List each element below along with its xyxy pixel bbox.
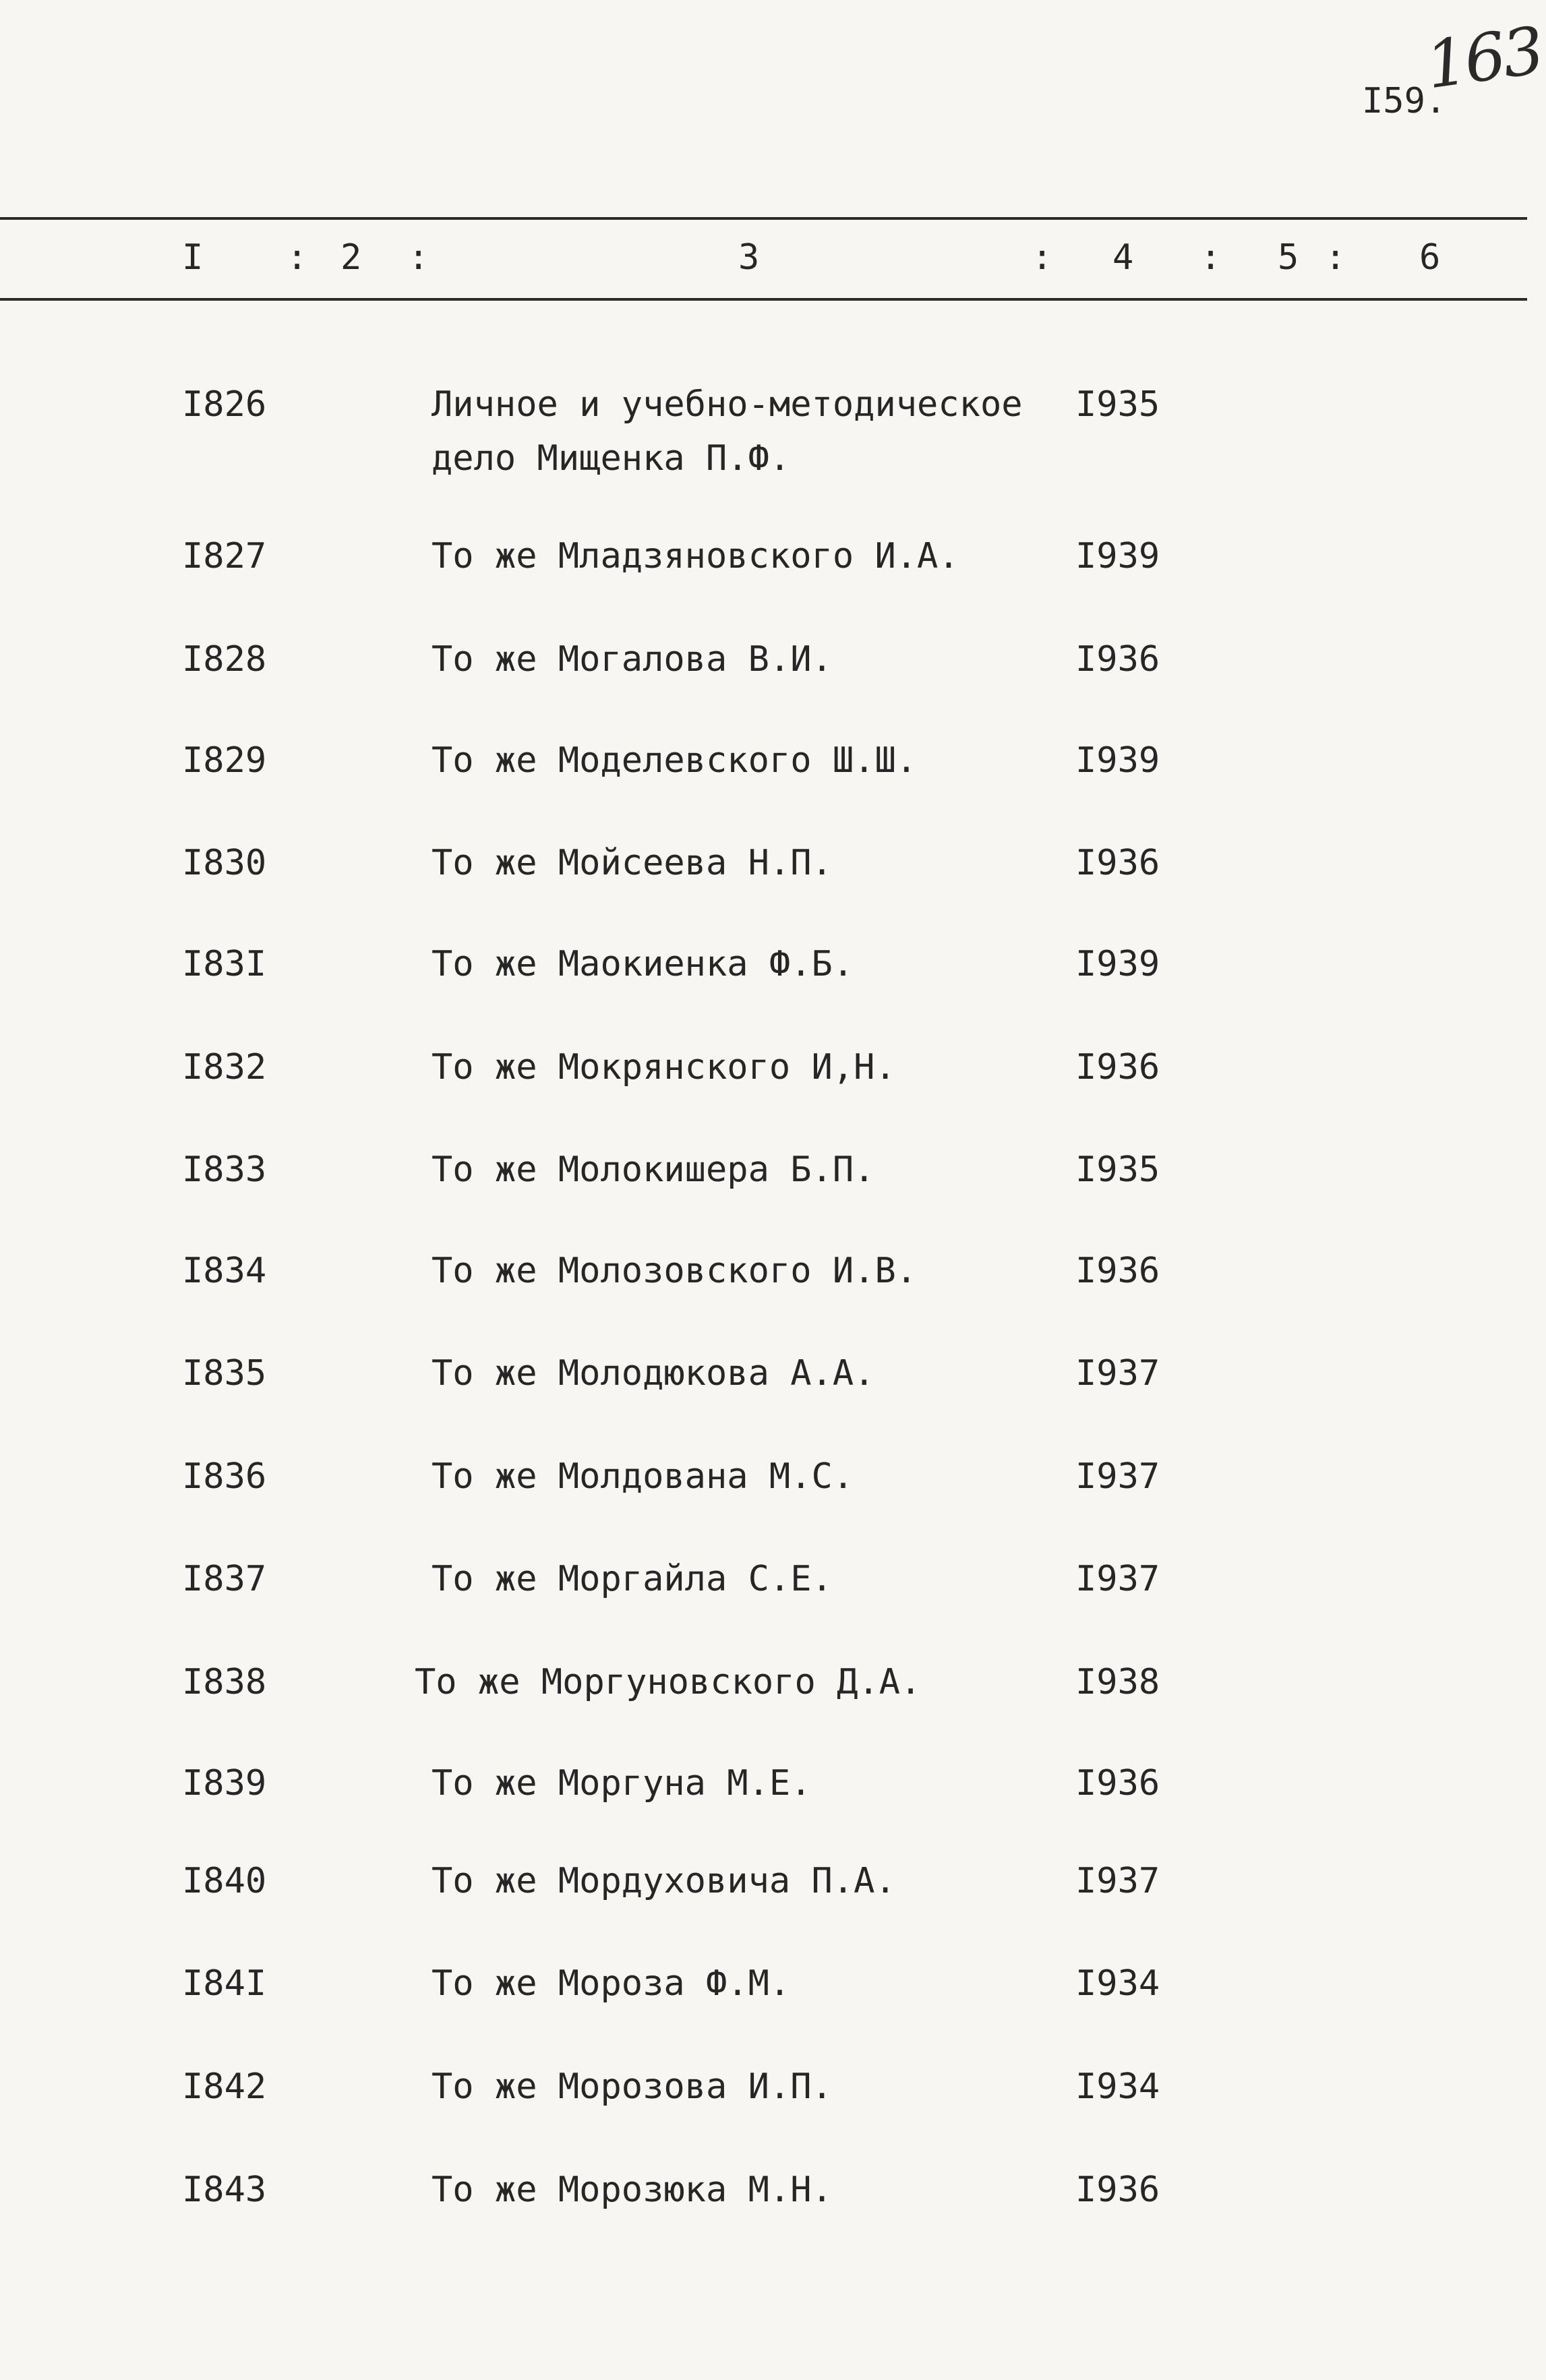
entry-title: То же Морозюка М.Н. (432, 2170, 833, 2210)
column-header-3: 3 (738, 237, 760, 278)
entry-number: I840 (182, 1861, 267, 1901)
entry-title: То же Мокрянского И,Н. (432, 1047, 896, 1088)
entry-number: I826 (182, 384, 267, 425)
entry-title: Личное и учебно-методическое дело Мищенка П.Ф. (432, 384, 1023, 479)
entry-year: I935 (1075, 1150, 1160, 1190)
entry-title: То же Молокишера Б.П. (432, 1150, 875, 1190)
entry-number: I836 (182, 1456, 267, 1497)
entry-number: I828 (182, 639, 267, 680)
entry-title: То же Морозова И.П. (432, 2066, 833, 2107)
entry-year: I937 (1075, 1861, 1160, 1901)
entry-number: I829 (182, 740, 267, 781)
handwritten-sheet-number: 163 (1421, 12, 1546, 104)
entry-year: I937 (1075, 1456, 1160, 1497)
entry-year: I937 (1075, 1559, 1160, 1599)
column-header-5: 5 (1278, 237, 1299, 278)
entry-number: I827 (182, 536, 267, 576)
entry-year: I936 (1075, 1763, 1160, 1804)
entry-year: I938 (1075, 1662, 1160, 1702)
entry-year: I939 (1075, 944, 1160, 984)
entry-number: I835 (182, 1353, 267, 1394)
entry-year: I934 (1075, 1963, 1160, 2004)
entry-number: I833 (182, 1150, 267, 1190)
entry-year: I936 (1075, 1047, 1160, 1088)
entry-title: То же Могалова В.И. (432, 639, 833, 680)
column-separator: : (408, 237, 429, 278)
column-header-2: 2 (340, 237, 362, 278)
entry-year: I934 (1075, 2066, 1160, 2107)
column-separator: : (1032, 237, 1053, 278)
entry-number: I834 (182, 1251, 267, 1291)
entry-title: То же Мордуховича П.А. (432, 1861, 896, 1901)
entry-year: I936 (1075, 1251, 1160, 1291)
entry-number: I843 (182, 2170, 267, 2210)
entry-title: То же Младзяновского И.А. (432, 536, 959, 576)
entry-title: То же Моргуна М.Е. (432, 1763, 812, 1804)
entry-number: I838 (182, 1662, 267, 1702)
column-header-6: 6 (1419, 237, 1441, 278)
entry-number: I837 (182, 1559, 267, 1599)
entry-year: I937 (1075, 1353, 1160, 1394)
entry-year: I939 (1075, 536, 1160, 576)
entry-title: То же Моргайла С.Е. (432, 1559, 833, 1599)
entry-title: То же Моделевского Ш.Ш. (432, 740, 918, 781)
column-header-4: 4 (1112, 237, 1134, 278)
entry-number: I839 (182, 1763, 267, 1804)
entry-number: I830 (182, 843, 267, 883)
entry-year: I935 (1075, 384, 1160, 425)
entry-title: То же Молодюкова А.А. (432, 1353, 875, 1394)
entry-title: То же Маокиенка Ф.Б. (432, 944, 854, 984)
entry-year: I936 (1075, 639, 1160, 680)
entry-title: То же Молозовского И.В. (432, 1251, 918, 1291)
entry-number: I832 (182, 1047, 267, 1088)
entry-number: I84I (182, 1963, 267, 2004)
entry-year: I936 (1075, 843, 1160, 883)
column-separator: : (1200, 237, 1222, 278)
column-separator: : (287, 237, 308, 278)
entry-title: То же Мойсеева Н.П. (432, 843, 833, 883)
entry-number: I842 (182, 2066, 267, 2107)
page-number: I59. (1362, 81, 1447, 121)
column-header-1: I (182, 237, 204, 278)
entry-year: I939 (1075, 740, 1160, 781)
entry-title: То же Мороза Ф.М. (432, 1963, 791, 2004)
column-separator: : (1325, 237, 1346, 278)
entry-number: I83I (182, 944, 267, 984)
entry-title: То же Молдована М.С. (432, 1456, 854, 1497)
entry-title: То же Моргуновского Д.А. (415, 1662, 922, 1702)
entry-year: I936 (1075, 2170, 1160, 2210)
